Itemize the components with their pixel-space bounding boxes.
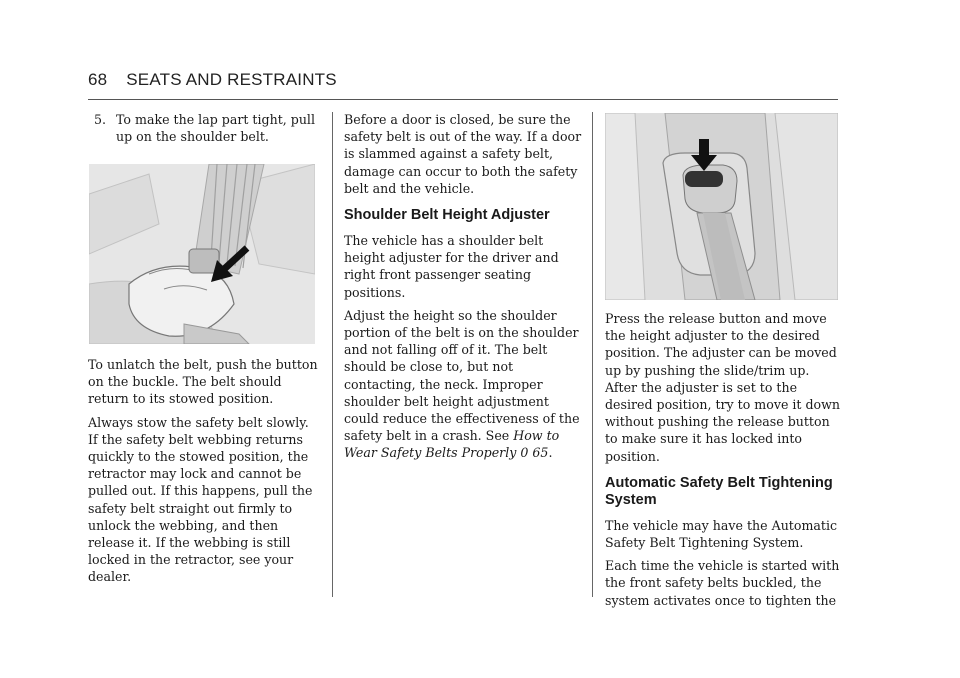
step-number: 5. bbox=[94, 112, 107, 127]
release-button bbox=[685, 171, 723, 187]
column-2 bbox=[344, 111, 582, 468]
section-title: SEATS AND RESTRAINTS bbox=[126, 70, 337, 89]
sentence-end: . bbox=[548, 445, 553, 461]
cross-reference-link[interactable]: How to Wear Safety Belts Properly bbox=[344, 428, 560, 461]
door-paragraph: Before a door is closed, be sure the safety belt is out of the way. If a door is slammed against a safety belt, damage can occur to both the safety belt and the vehicle. bbox=[344, 112, 582, 196]
page-header bbox=[88, 70, 337, 90]
adjust-height-paragraph bbox=[344, 307, 582, 462]
step-5 bbox=[88, 111, 320, 145]
page-ref-number[interactable]: 65 bbox=[532, 445, 549, 461]
column-3 bbox=[605, 310, 843, 615]
unlatch-paragraph: To unlatch the belt, push the button on the buckle. The belt should return to its stowed position. bbox=[88, 357, 318, 407]
step-text: To make the lap part tight, pull up on the shoulder belt. bbox=[116, 112, 315, 145]
section-heading-tightening-system: Automatic Safety Belt Tightening System bbox=[605, 474, 833, 508]
tightening-activation-paragraph: Each time the vehicle is started with the front safety belts buckled, the system activates once to tighten the bbox=[605, 558, 840, 608]
adjuster-intro-paragraph: The vehicle has a shoulder belt height adjuster for the driver and right front passenger seating positions. bbox=[344, 233, 559, 300]
column-divider-2 bbox=[592, 112, 593, 597]
adjust-height-text: Adjust the height so the shoulder portion of the belt is on the shoulder and not falling off of it. The belt should be close to, but not contacting, the neck. Improper shoulder belt height adjustment could reduce the effectiveness of the safety belt in a crash. See bbox=[344, 307, 580, 444]
section-heading-height-adjuster: Shoulder Belt Height Adjuster bbox=[344, 207, 550, 224]
column-1 bbox=[88, 111, 320, 145]
tightening-intro-paragraph: The vehicle may have the Automatic Safety Belt Tightening System. bbox=[605, 517, 838, 551]
height-adjuster-illustration bbox=[605, 113, 838, 300]
header-rule bbox=[88, 99, 838, 100]
column-divider-1 bbox=[332, 112, 333, 597]
lap-belt-illustration bbox=[89, 164, 315, 344]
page-number: 68 bbox=[88, 70, 108, 89]
stow-paragraph: Always stow the safety belt slowly. If the safety belt webbing returns quickly to the stowed position, the retractor may lock and cannot be pulled out. If this happens, pull the safety belt straight out firmly to unlock the webbing, and then release it. If the webbing is still locked in the retractor, see your dealer. bbox=[88, 414, 313, 585]
column-1-body bbox=[88, 356, 320, 592]
page-ref-symbol: 0 bbox=[520, 445, 529, 461]
release-button-paragraph: Press the release button and move the height adjuster to the desired position. The adjuster can be moved up by pushing the slide/trim up. After the adjuster is set to the desired position, try to move it down without pushing the release button to make sure it has locked into position. bbox=[605, 311, 841, 464]
